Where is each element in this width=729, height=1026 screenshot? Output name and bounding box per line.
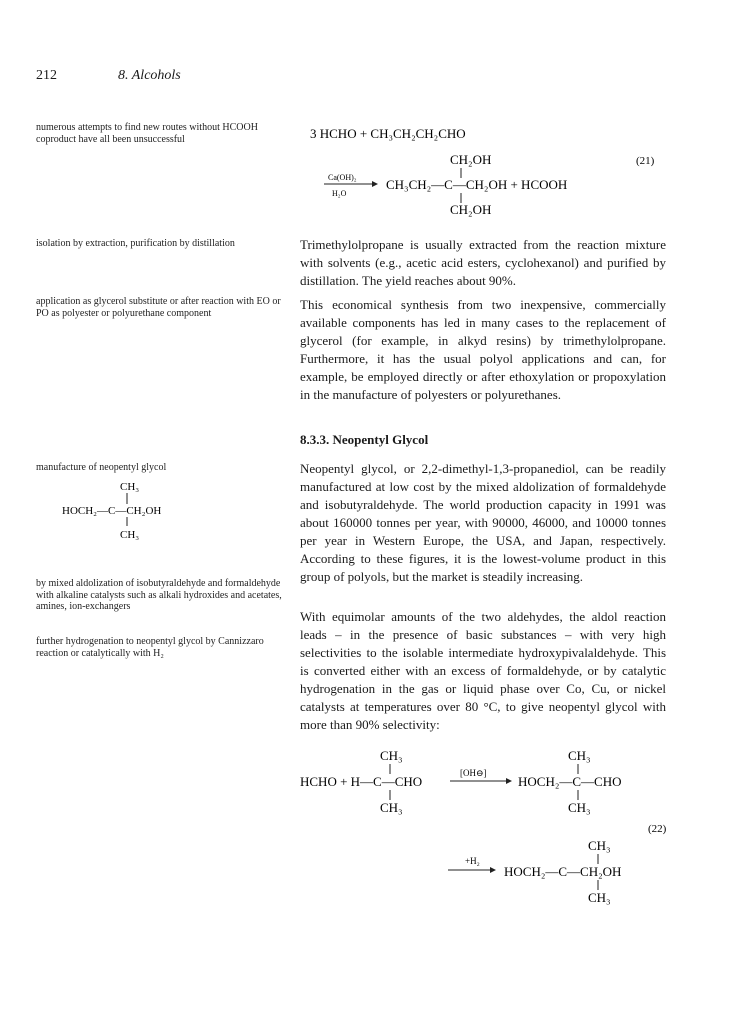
eq22-left-main: HCHO + H—C—CHO (300, 774, 423, 789)
paragraph-aldol-reaction: With equimolar amounts of the two aldehydes, the aldol reaction leads – in the presence of basic substances – with very high selectivities to the isolable intermediate hydroxypivalaldehyde. This is converted either with an excess of formaldehyde, or by catalytic hydrogenation in the gas or liquid phase over Co, Cu, or nickel catalysts at temperatures over 80 °C, to give neopentyl glycol with more than 90% selectivity: (300, 609, 666, 732)
npg-main-chain: HOCH₂—C—CH₂OH (62, 505, 162, 517)
paragraph-extraction: Trimethylolpropane is usually extracted from the reaction mixture with solvents (e.g., acetic acid esters, cyclohexanol) and purified by distillation. The yield reaches about 90%. (300, 237, 666, 288)
eq22-right-main: HOCH₂—C—CHO (518, 774, 622, 789)
margin-note-npg-manufacture: manufacture of neopentyl glycol (36, 462, 167, 473)
eq22-reagent-2: +H₂ (465, 856, 480, 866)
npg-structure (36, 476, 236, 554)
eq22-step2-bottom: CH₃ (588, 890, 611, 905)
margin-note-routes: numerous attempts to find new routes without HCOOH coproduct have all been unsuccessful (36, 122, 258, 145)
equation-21 (296, 122, 676, 222)
eq22-right-top: CH₃ (568, 748, 591, 763)
eq22-step2-top: CH₃ (588, 838, 611, 853)
eq21-catalyst-top: Ca(OH)₂ (328, 173, 357, 182)
eq21-product-main: CH₃CH₂—C—CH₂OH + HCOOH (386, 177, 568, 192)
eq22-left-bottom: CH₃ (380, 800, 403, 815)
eq22-step2-main: HOCH₂—C—CH₂OH (504, 864, 622, 879)
margin-note-hydrogenation: further hydrogenation to neopentyl glycol by Cannizzaro reaction or catalytically with H₂ (36, 636, 264, 659)
eq22-reagent-1: [OH⊖] (460, 768, 487, 778)
eq21-product-bottom: CH₂OH (450, 202, 492, 217)
npg-bottom-group: CH₃ (120, 529, 140, 541)
section-heading: 8.3.3. Neopentyl Glycol (300, 432, 429, 447)
margin-note-application: application as glycerol substitute or after reaction with EO or PO as polyester or polyurethane component (36, 296, 281, 319)
equation-22 (300, 746, 680, 946)
eq22-left-top: CH₃ (380, 748, 403, 763)
margin-note-isolation: isolation by extraction, purification by distillation (36, 238, 235, 249)
eq22-number: (22) (648, 823, 667, 835)
margin-note-aldolization: by mixed aldolization of isobutyraldehyde and formaldehyde with alkaline catalysts such as alkali hydroxides and acetates, amines, ion-exchangers (36, 578, 282, 612)
paragraph-npg-intro: Neopentyl glycol, or 2,2-dimethyl-1,3-propanediol, can be readily manufactured at low cost by the mixed aldolization of formaldehyde and isobutyraldehyde. The world production capacity in 1991 was about 160000 tonnes per year, with 90000, 46000, and 10000 tonnes per year in Western Europe, the USA, and Japan, respectively. According to these figures, it is the lowest-volume product in this group of polyols, but the market is steadily increasing. (300, 461, 666, 584)
chapter-title: 8. Alcohols (118, 68, 181, 83)
eq21-number: (21) (636, 155, 655, 167)
eq21-product-top: CH₂OH (450, 152, 492, 167)
npg-top-group: CH₃ (120, 481, 140, 493)
eq22-right-bottom: CH₃ (568, 800, 591, 815)
page-number: 212 (36, 68, 57, 83)
paragraph-economical-synthesis: This economical synthesis from two inexpensive, commercially available components has led in many cases to the replacement of glycerol (for example, in alkyd resins) by trimethylolpropane. Furthermore, it has the usual polyol applications and can, for example, be employed directly or after ethoxylation or propoxylation in the manufacture of polyesters or polyurethanes. (300, 297, 666, 402)
eq21-catalyst-bottom: H₂O (332, 189, 347, 198)
eq21-reactants: 3 HCHO + CH₃CH₂CH₂CHO (310, 126, 466, 141)
